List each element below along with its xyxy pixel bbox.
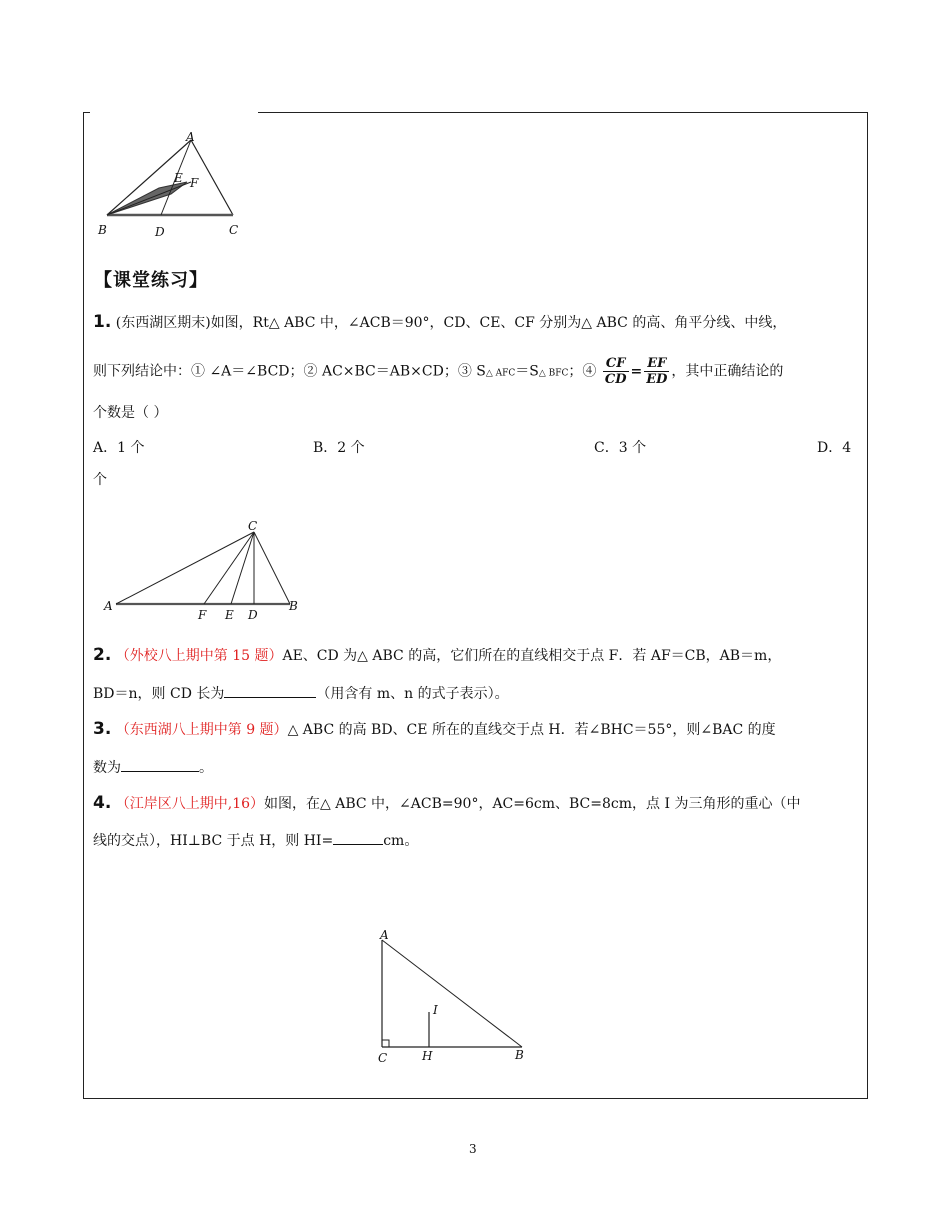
q1-number: 1. [93,312,112,332]
label-h: H [422,1049,433,1063]
choice-a: A．1 个 [93,440,145,456]
label-b: B [289,599,298,613]
label-b: B [98,223,107,237]
q4-line1 [93,793,800,814]
q1-line3: 个数是（ ） [93,405,168,421]
q4-number: 4. [93,793,112,813]
q1-line2 [93,356,783,387]
q3-line2 [93,757,213,778]
q3-text-2b: 。 [199,760,213,776]
label-f: F [198,608,207,622]
q3-number: 3. [93,719,112,739]
frame-gap [90,110,258,114]
label-i: I [433,1003,438,1017]
frac1-denominator: CD [604,372,627,387]
q2-answer-blank [224,683,316,698]
q3-source: （东西湖八上期中第 9 题） [115,722,288,738]
label-a: A [186,130,195,144]
q4-answer-blank [333,830,383,845]
fraction-ef-ed [644,356,669,387]
figure-right-triangle-centroid [372,924,532,1069]
q3-answer-blank [121,757,199,772]
q2-text-1: AE、CD 为△ ABC 的高，它们所在的直线相交于点 F．若 AF＝CB，AB＝m， [282,648,782,664]
q3-line1 [93,719,776,740]
q1-text-2c: ；④ [568,363,597,380]
segment-cf [204,532,254,604]
segment-bf [107,182,191,215]
q2-number: 2. [93,645,112,665]
q3-text-1: △ ABC 的高 BD、CE 所在的直线交于点 H．若∠BHC＝55°，则∠BAC 的度 [287,722,776,738]
choice-d-cont: 个 [93,472,107,488]
segment-ab [382,940,522,1047]
q1-line1 [93,312,786,333]
label-e: E [225,608,234,622]
segment-ce [231,532,254,604]
q2-text-2a: BD＝n，则 CD 长为 [93,686,225,702]
label-f: F [190,176,199,190]
q4-source: （江岸区八上期中,16） [115,796,265,812]
q1-text-2a: 则下列结论中：① ∠A＝∠BCD；② AC×BC＝AB×CD；③ S [93,363,486,380]
choice-b: B．2 个 [313,440,365,456]
q1-text-2b: ＝S [515,363,539,380]
frac2-numerator: EF [644,356,669,372]
right-angle-mark [382,1040,389,1047]
q1-source: (东西湖区期末) [115,315,211,331]
q1-sub-afc: △ AFC [485,368,516,379]
label-b: B [515,1048,524,1062]
frac1-numerator: CF [603,356,629,372]
q4-line2 [93,830,418,851]
label-a: A [104,599,113,613]
label-d: D [155,225,165,239]
figure-triangle-shaded [95,130,255,242]
figure-right-triangle-cevians [100,515,310,622]
label-c: C [378,1051,388,1065]
q2-line1 [93,645,781,666]
q1-text-1: 如图，Rt△ ABC 中，∠ACB＝90°，CD、CE、CF 分别为△ ABC 的高、角平分线、中线， [210,315,787,331]
choice-c: C．3 个 [594,440,647,456]
choice-d: D．4 [817,440,852,456]
fraction-cf-cd [603,356,629,387]
q1-sub-bfc: △ BFC [538,368,569,379]
label-c: C [248,519,258,533]
page-number: 3 [469,1142,477,1156]
label-e: E [174,171,183,185]
q2-source: （外校八上期中第 15 题） [115,648,283,664]
q4-text-1: 如图，在△ ABC 中，∠ACB=90°，AC=6cm、BC=8cm，点 I 为三角形的重心（中 [264,796,801,812]
segment-cb [254,532,290,604]
q2-text-2b: （用含有 m、n 的式子表示）。 [316,686,509,702]
frac2-denominator: ED [646,372,668,387]
label-c: C [229,223,239,237]
q3-text-2a: 数为 [93,760,121,776]
segment-ac [116,532,254,604]
section-heading: 【课堂练习】 [94,270,208,291]
label-d: D [248,608,258,622]
equals-sign: = [630,363,643,380]
label-a: A [380,928,389,942]
q4-text-2a: 线的交点），HI⊥BC 于点 H，则 HI= [93,833,334,849]
q4-text-2b: cm。 [383,833,419,849]
q1-text-2d: ，其中正确结论的 [671,363,784,380]
q2-line2 [93,683,509,704]
